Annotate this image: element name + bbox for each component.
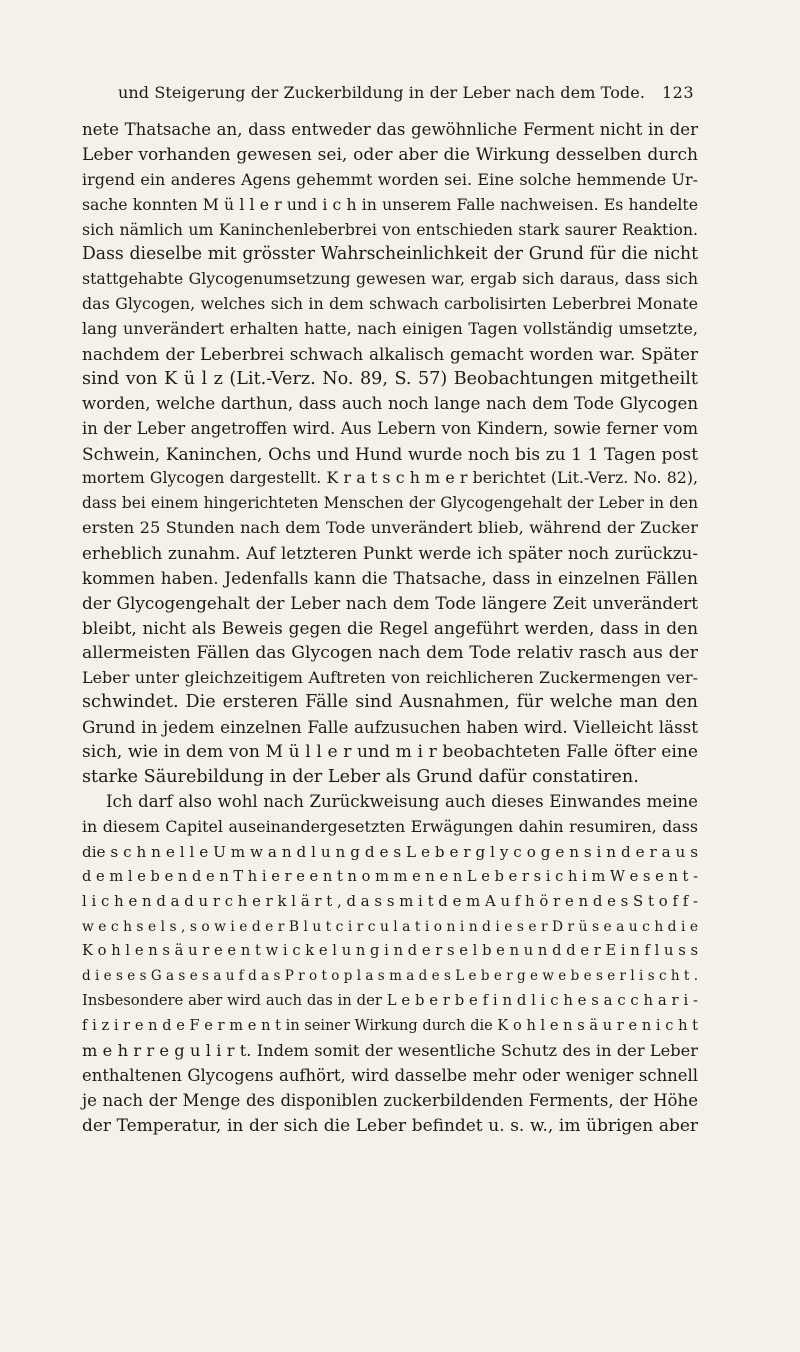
text-line: das Glycogen, welches sich in dem schwach carbolisirten Leberbrei Monate xyxy=(82,294,698,314)
text-line: mortem Glycogen dargestellt. K r a t s c h m e r berichtet (Lit.-Verz. No. 82), xyxy=(82,468,698,488)
text-line: Ich darf also wohl nach Zurückweisung auch dieses Einwandes meine xyxy=(106,792,698,812)
text-line: Leber vorhanden gewesen sei, oder aber die Wirkung desselben durch xyxy=(82,144,698,165)
text-line: kommen haben. Jedenfalls kann die Thatsache, dass in einzelnen Fällen xyxy=(82,568,698,589)
text-line: f i z i r e n d e F e r m e n t in seiner Wirkung durch die K o h l e n s ä u r e n i c h t xyxy=(82,1018,698,1035)
text-line: allermeisten Fällen das Glycogen nach dem Tode relativ rasch aus der xyxy=(82,642,698,663)
text-line: Insbesondere aber wird auch das in der L e b e r b e f i n d l i c h e s a c c h a r i - xyxy=(82,992,698,1010)
text-line: die s c h n e l l e U m w a n d l u n g d e s L e b e r g l y c o g e n s i n d e r a u s xyxy=(82,842,698,861)
text-line: K o h l e n s ä u r e e n t w i c k e l u n g i n d e r s e l b e n u n d d e r E i n f l u s s xyxy=(82,942,698,960)
text-line: Schwein, Kaninchen, Ochs und Hund wurde noch bis zu 1 1 Tagen post xyxy=(82,443,698,464)
text-line: Leber unter gleichzeitigem Auftreten von reichlicheren Zuckermengen ver- xyxy=(82,667,698,687)
text-line: sind von K ü l z (Lit.-Verz. No. 89, S. 57) Beobachtungen mitgetheilt xyxy=(82,368,698,389)
text-line: m e h r r e g u l i r t. Indem somit der wesentliche Schutz des in der Leber xyxy=(82,1040,698,1060)
text-line: ersten 25 Stunden nach dem Tode unverändert blieb, während der Zucker xyxy=(82,518,698,538)
text-line: Dass dieselbe mit grösster Wahrscheinlichkeit der Grund für die nicht xyxy=(82,244,698,265)
text-line: l i c h e n d a d u r c h e r k l ä r t , d a s s m i t d e m A u f h ö r e n d e s S t o f f - xyxy=(82,892,698,910)
text-line: nachdem der Leberbrei schwach alkalisch gemacht worden war. Später xyxy=(82,344,698,365)
text-line: dass bei einem hingerichteten Menschen der Glycogengehalt der Leber in den xyxy=(82,494,698,513)
body-text xyxy=(82,118,698,1139)
text-line: sache konnten M ü l l e r und i c h in unserem Falle nachweisen. Es handelte xyxy=(82,194,698,214)
text-line: d e m l e b e n d e n T h i e r e e n t n o m m e n e n L e b e r s i c h i m W e s e n t - xyxy=(82,867,698,885)
text-line: nete Thatsache an, dass entweder das gewöhnliche Ferment nicht in der xyxy=(82,120,698,139)
text-line: d i e s e s G a s e s a u f d a s P r o t o p l a s m a d e s L e b e r g e w e b e s e r l i s c h t . xyxy=(82,968,698,985)
running-head-title: und Steigerung der Zuckerbildung in der Leber nach dem Tode. xyxy=(118,83,646,102)
text-line: irgend ein anderes Agens gehemmt worden sei. Eine solche hemmende Ur- xyxy=(82,169,698,189)
text-line: w e c h s e l s , s o w i e d e r B l u t c i r c u l a t i o n i n d i e s e r D r ü s e a u c h d i e xyxy=(82,918,698,935)
text-line: der Glycogengehalt der Leber nach dem Tode längere Zeit unverändert xyxy=(82,592,698,613)
text-line: der Temperatur, in der sich die Leber befindet u. s. w., im übrigen aber xyxy=(82,1115,698,1136)
text-line: lang unverändert erhalten hatte, nach einigen Tagen vollständig umsetzte, xyxy=(82,319,698,339)
text-line: in der Leber angetroffen wird. Aus Lebern von Kindern, sowie ferner vom xyxy=(82,418,698,438)
text-line: schwindet. Die ersteren Fälle sind Ausnahmen, für welche man den xyxy=(82,692,698,713)
text-line: sich nämlich um Kaninchenleberbrei von entschieden stark saurer Reaktion. xyxy=(82,219,698,239)
text-line: worden, welche darthun, dass auch noch lange nach dem Tode Glycogen xyxy=(82,393,698,413)
text-line: Grund in jedem einzelnen Falle aufzusuchen haben wird. Vielleicht lässt xyxy=(82,717,698,738)
text-line: enthaltenen Glycogens aufhört, wird dasselbe mehr oder weniger schnell xyxy=(82,1065,698,1085)
text-line: bleibt, nicht als Beweis gegen die Regel angeführt werden, dass in den xyxy=(82,617,698,638)
running-head xyxy=(118,81,694,105)
text-line: starke Säurebildung in der Leber als Grund dafür constatiren. xyxy=(82,767,639,788)
text-line: erheblich zunahm. Auf letzteren Punkt werde ich später noch zurückzu- xyxy=(82,543,698,564)
text-line: sich, wie in dem von M ü l l e r und m i r beobachteten Falle öfter eine xyxy=(82,742,698,763)
page-number: 123 xyxy=(661,83,694,102)
text-line: in diesem Capitel auseinandergesetzten Erwägungen dahin resumiren, dass xyxy=(82,816,698,836)
text-line: stattgehabte Glycogenumsetzung gewesen war, ergab sich daraus, dass sich xyxy=(82,269,698,289)
text-line: je nach der Menge des disponiblen zuckerbildenden Ferments, der Höhe xyxy=(82,1090,698,1110)
